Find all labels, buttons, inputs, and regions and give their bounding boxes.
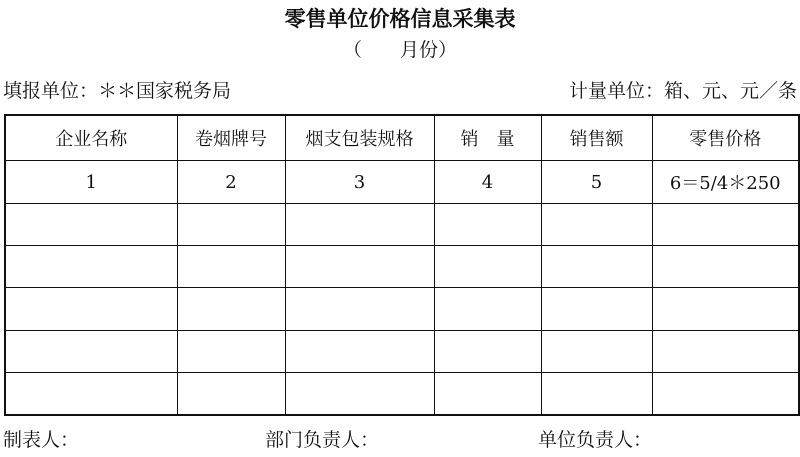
unit-head-label: 单位负责人： xyxy=(538,429,653,451)
table-cell[interactable] xyxy=(285,288,434,330)
index-cell: 4 xyxy=(434,161,541,204)
table-cell[interactable] xyxy=(652,204,799,246)
table-row xyxy=(5,330,799,372)
table-cell[interactable] xyxy=(541,246,652,288)
table-cell[interactable] xyxy=(177,204,285,246)
header-retail-price: 零售价格 xyxy=(652,115,799,161)
measure-unit-label: 计量单位：箱、元、元／条 xyxy=(568,80,797,102)
fill-unit-label: 填报单位：＊＊国家税务局 xyxy=(3,80,232,102)
table-index-row xyxy=(5,161,799,204)
table-cell[interactable] xyxy=(5,330,177,372)
header-cigarette-brand: 卷烟牌号 xyxy=(177,115,285,161)
table-cell[interactable] xyxy=(177,372,285,415)
table-cell[interactable] xyxy=(434,246,541,288)
table-cell[interactable] xyxy=(541,204,652,246)
table-cell[interactable] xyxy=(5,372,177,415)
table-cell[interactable] xyxy=(5,288,177,330)
index-cell: 3 xyxy=(285,161,434,204)
table-cell[interactable] xyxy=(285,372,434,415)
table-row xyxy=(5,246,799,288)
index-cell: 1 xyxy=(5,161,177,204)
table-row xyxy=(5,288,799,330)
table-cell[interactable] xyxy=(541,288,652,330)
table-cell[interactable] xyxy=(285,204,434,246)
table-cell[interactable] xyxy=(5,204,177,246)
table-cell[interactable] xyxy=(652,246,799,288)
form-title: 零售单位价格信息采集表 xyxy=(284,7,516,31)
index-cell: 5 xyxy=(541,161,652,204)
table-cell[interactable] xyxy=(285,330,434,372)
header-sales-volume: 销 量 xyxy=(434,115,541,161)
index-cell: 2 xyxy=(177,161,285,204)
table-cell[interactable] xyxy=(285,246,434,288)
table-cell[interactable] xyxy=(652,372,799,415)
header-sales-amount: 销售额 xyxy=(541,115,652,161)
table-header-row xyxy=(5,115,799,161)
table-cell[interactable] xyxy=(434,372,541,415)
form-footer xyxy=(3,427,797,453)
form-info-row xyxy=(3,78,797,104)
table-cell[interactable] xyxy=(177,330,285,372)
header-enterprise-name: 企业名称 xyxy=(5,115,177,161)
table-cell[interactable] xyxy=(177,246,285,288)
department-head-label: 部门负责人： xyxy=(265,429,380,451)
table-row xyxy=(5,204,799,246)
table-cell[interactable] xyxy=(652,330,799,372)
table-cell[interactable] xyxy=(652,288,799,330)
index-cell: 6＝5/4＊250 xyxy=(652,161,799,204)
table-cell[interactable] xyxy=(434,330,541,372)
form-subtitle-month: （ 月份） xyxy=(342,39,457,61)
table-cell[interactable] xyxy=(177,288,285,330)
table-cell[interactable] xyxy=(541,330,652,372)
table-cell[interactable] xyxy=(434,204,541,246)
preparer-label: 制表人： xyxy=(3,429,80,451)
table-cell[interactable] xyxy=(5,246,177,288)
price-collection-table xyxy=(4,114,800,416)
table-row xyxy=(5,372,799,415)
header-packaging-spec: 烟支包装规格 xyxy=(285,115,434,161)
table-cell[interactable] xyxy=(541,372,652,415)
table-cell[interactable] xyxy=(434,288,541,330)
